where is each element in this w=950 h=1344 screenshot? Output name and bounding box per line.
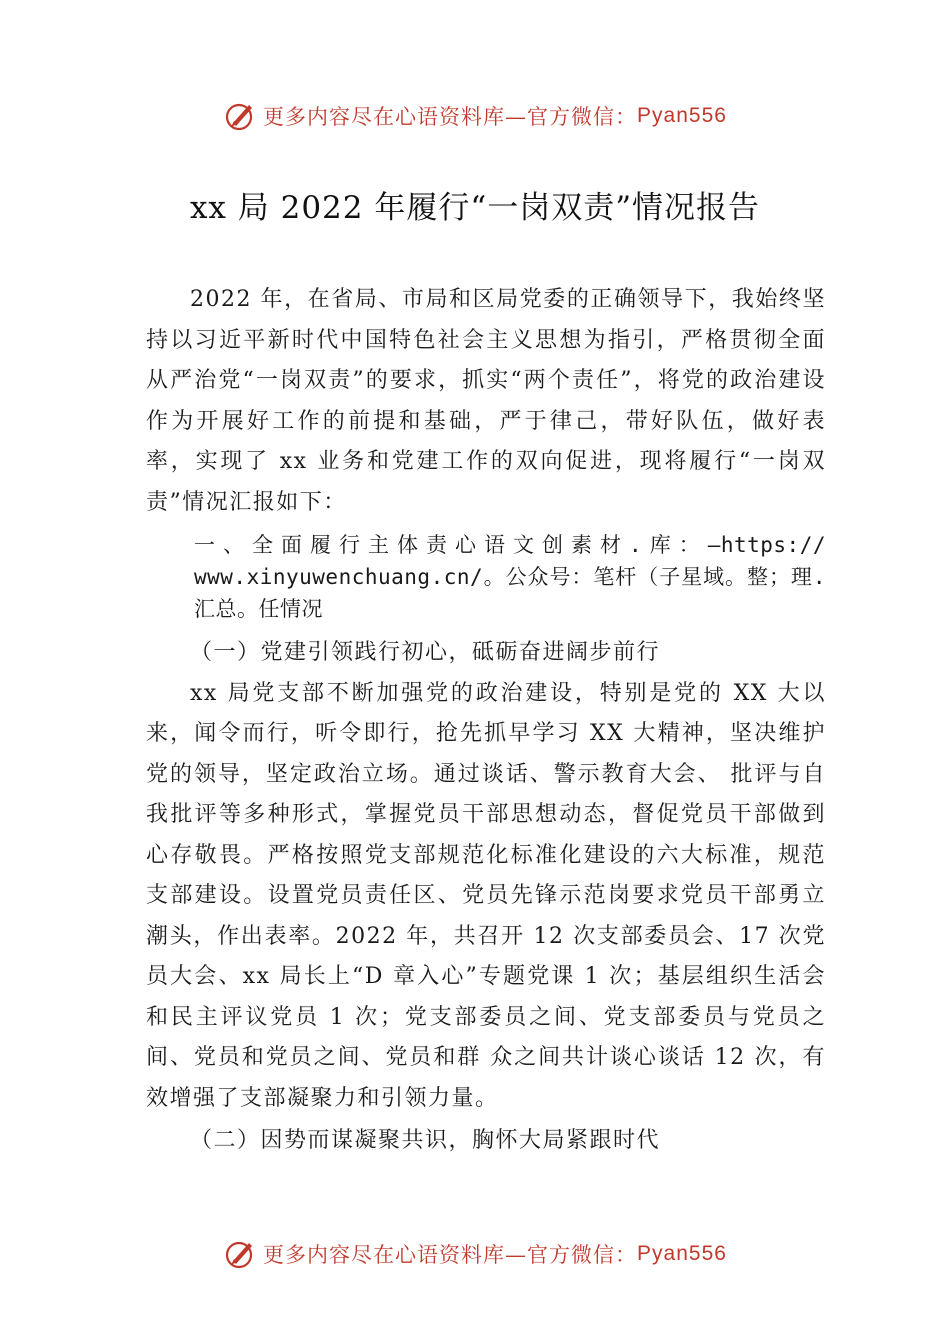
document-body [146, 280, 826, 1162]
document-title: xx 局 2022 年履行“一岗双责”情况报告 [189, 190, 761, 226]
quill-seal-icon [223, 99, 257, 133]
footer-banner-text: 更多内容尽在心语资料库—官方微信： [263, 1243, 638, 1267]
subsection-two-heading: （二）因势而谋凝聚共识，胸怀大局紧跟时代 [190, 1128, 661, 1153]
footer-banner [0, 1234, 950, 1274]
subsection-one-body: xx 局党支部不断加强党的政治建设，特别是党的 XX 大以来，闻令而行，听令即行，抢先抓早学习 XX 大精神，坚决维护党的领导，坚定政治立场。通过谈话、警示教育大会、 批评与自我批评等多种形式，掌握党员干部思想动态，督促党员干部做到心存敬畏。严格按照党支部规范化标准化建设的六大标准，规范支部建设。设置党员责任区、党员先锋示范岗要求党员干部勇立潮头，作出表率。2022 年，共召开 12 次支部委员会、17 次党员大会、xx 局长上“D 章入心”专题党课 1 次；基层组织生活会和民主评议党员 1 次；党支部委员之间、党支部委员与党员之间、党员和党员之间、党员和群 众之间共计谈心谈话 12 次，有效增强了支部凝聚力和引领力量。 [146, 680, 826, 1111]
header-banner-text: 更多内容尽在心语资料库—官方微信： [263, 105, 638, 129]
intro-paragraph: 2022 年，在省局、市局和区局党委的正确领导下，我始终坚持以习近平新时代中国特色社会主义思想为指引，严格贯彻全面从严治党“一岗双责”的要求，抓实“两个责任”，将党的政治建设作为开展好工作的前提和基础，严于律己，带好队伍，做好表率，实现了 xx 业务和党建工作的双向促进，现将履行“一岗双责”情况汇报如下： [146, 287, 826, 515]
section-one-heading: 一、全面履行主体责心语文创素材.库：—https:// www.xinyuwenchuang.cn/。公众号：笔杆（子星域。整；理.汇总。任情况 [194, 533, 826, 621]
header-wechat-id: Pyan556 [637, 104, 727, 127]
quill-seal-icon [223, 1237, 257, 1271]
footer-wechat-id: Pyan556 [637, 1242, 727, 1265]
header-banner [0, 96, 950, 136]
subsection-one-heading: （一）党建引领践行初心，砥砺奋进阔步前行 [190, 640, 661, 665]
